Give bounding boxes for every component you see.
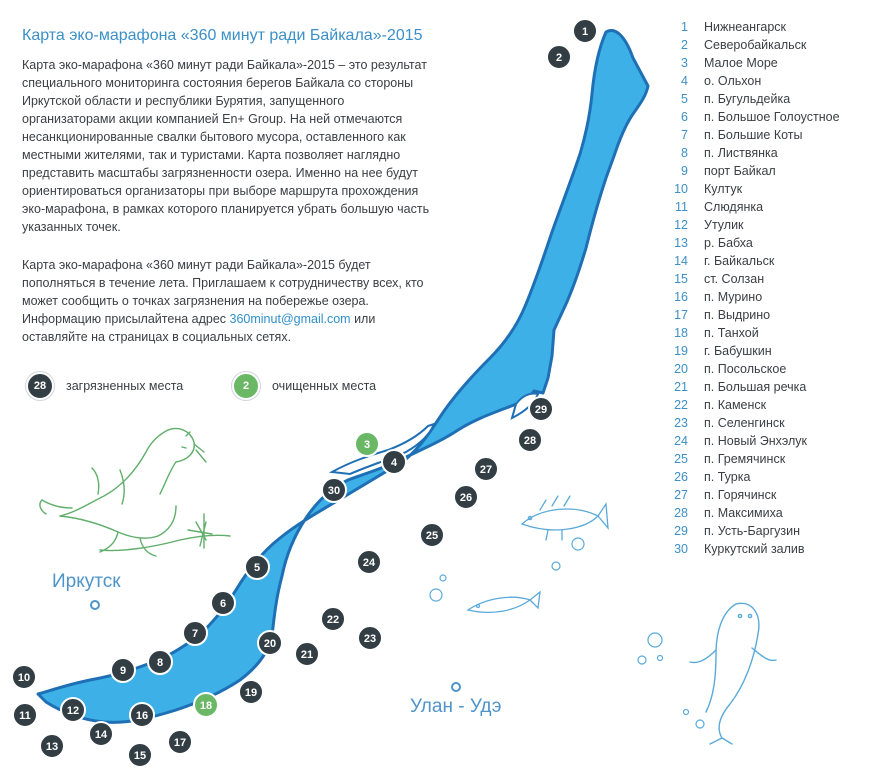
- location-number: 25: [674, 452, 688, 466]
- ulan-ude-label: Улан - Удэ: [410, 696, 502, 717]
- location-list-item: [660, 396, 840, 414]
- location-name: п. Большое Голоустное: [704, 110, 840, 124]
- location-marker-number: 1: [581, 26, 589, 38]
- location-marker-number: 15: [133, 750, 147, 762]
- seal-illustration: [690, 603, 776, 744]
- location-number: 6: [681, 110, 688, 124]
- location-number: 22: [674, 398, 688, 412]
- location-marker-2[interactable]: [547, 45, 571, 69]
- location-marker-number: 8: [156, 657, 164, 669]
- location-marker-10[interactable]: [12, 665, 36, 689]
- location-marker-number: 16: [135, 710, 149, 722]
- irkutsk-marker: [91, 601, 99, 609]
- location-name: г. Бабушкин: [704, 344, 772, 358]
- location-number: 4: [681, 74, 688, 88]
- location-number: 2: [681, 38, 688, 52]
- location-name: п. Новый Энхэлук: [704, 434, 808, 448]
- location-number: 7: [681, 128, 688, 142]
- location-marker-13[interactable]: [40, 734, 64, 758]
- location-marker-5[interactable]: [245, 555, 269, 579]
- location-list-item: [660, 36, 840, 54]
- location-marker-number: 28: [523, 435, 537, 447]
- location-marker-number: 26: [459, 492, 473, 504]
- email-link[interactable]: 360minut@gmail.com: [229, 312, 351, 326]
- location-number: 23: [674, 416, 688, 430]
- location-marker-6[interactable]: [211, 591, 235, 615]
- location-marker-8[interactable]: [148, 650, 172, 674]
- location-marker-29[interactable]: [529, 397, 553, 421]
- location-marker-12[interactable]: [61, 698, 85, 722]
- location-number: 18: [674, 326, 688, 340]
- location-marker-24[interactable]: [357, 550, 381, 574]
- location-list-item: [660, 108, 840, 126]
- location-number: 15: [674, 272, 688, 286]
- location-number: 30: [674, 542, 688, 556]
- legend-cleaned: [232, 372, 376, 400]
- sable-illustration: [40, 429, 230, 557]
- location-marker-number: 2: [555, 52, 563, 64]
- location-marker-11[interactable]: [13, 703, 37, 727]
- location-marker-number: 9: [119, 665, 127, 677]
- location-list-item: [660, 414, 840, 432]
- location-marker-4[interactable]: [382, 450, 406, 474]
- location-name: п. Посольское: [704, 362, 787, 376]
- location-marker-26[interactable]: [454, 485, 478, 509]
- location-name: п. Бугульдейка: [704, 92, 791, 106]
- location-name: Малое Море: [704, 56, 778, 70]
- location-number: 16: [674, 290, 688, 304]
- location-marker-30[interactable]: [322, 478, 346, 502]
- location-name: порт Байкал: [704, 164, 776, 178]
- location-marker-number: 25: [425, 530, 439, 542]
- location-marker-number: 10: [17, 672, 31, 684]
- location-name: п. Мурино: [704, 290, 763, 304]
- location-list-item: [660, 180, 840, 198]
- irkutsk-label: Иркутск: [52, 571, 121, 592]
- location-marker-number: 4: [390, 457, 398, 469]
- location-number: 8: [681, 146, 688, 160]
- location-number: 14: [674, 254, 688, 268]
- location-name: п. Танхой: [704, 326, 759, 340]
- location-marker-18[interactable]: [194, 693, 218, 717]
- perch-illustration: [522, 496, 608, 540]
- location-name: о. Ольхон: [704, 74, 762, 88]
- location-number: 29: [674, 524, 688, 538]
- legend-polluted-label: загрязненных места: [66, 379, 184, 393]
- location-list-item: [660, 522, 840, 540]
- location-marker-number: 22: [326, 614, 340, 626]
- location-marker-23[interactable]: [358, 626, 382, 650]
- location-name: п. Максимиха: [704, 506, 783, 520]
- location-list-item: [660, 72, 840, 90]
- location-number: 19: [674, 344, 688, 358]
- location-marker-7[interactable]: [183, 621, 207, 645]
- ulan-ude-marker: [452, 683, 460, 691]
- legend-polluted: [26, 372, 183, 400]
- location-marker-number: 24: [362, 557, 376, 569]
- location-marker-3[interactable]: [355, 432, 379, 456]
- location-marker-number: 14: [94, 729, 108, 741]
- location-name: ст. Солзан: [704, 272, 765, 286]
- location-marker-15[interactable]: [128, 743, 152, 767]
- location-list-item: [660, 540, 840, 558]
- location-marker-14[interactable]: [89, 722, 113, 746]
- location-list-item: [660, 504, 840, 522]
- location-marker-number: 20: [263, 638, 277, 650]
- location-marker-9[interactable]: [111, 658, 135, 682]
- location-name: Северобайкальск: [704, 38, 807, 52]
- location-list-item: [660, 252, 840, 270]
- location-name: п. Горячинск: [704, 488, 777, 502]
- description-paragraph: Карта эко-марафона «360 минут ради Байкала»-2015 – это результат специального мониторинга состояния берегов Байкала со стороны Иркутской области и республики Бурятия, запущенного организаторами акции компанией En+ Group. На ней отмечаются несанкционированные свалки бытового мусора, оставленного как местными жителями, так и туристами. Карта позволяет наглядно представить масштабы загрязненности озера. Именно на нее будут ориентироваться организаторы при выборе маршрута прохождения эко-марафона, в рамках которого планируется убрать большую часть указанных точек.: [22, 58, 430, 234]
- location-list-item: [660, 90, 840, 108]
- location-list-item: [660, 324, 840, 342]
- location-list-item: [660, 288, 840, 306]
- legend-cleaned-dot: 2: [232, 372, 260, 400]
- location-marker-number: 19: [244, 687, 258, 699]
- location-number: 27: [674, 488, 688, 502]
- location-number: 3: [681, 56, 688, 70]
- location-marker-number: 17: [173, 737, 187, 749]
- contribution-text: Карта эко-марафона «360 минут ради Байкала»-2015 будет пополняться в течение лета. Приглашаем к сотрудничеству всех, кто может сообщить о точках загрязнения на побережье озера. Информацию присылайтена адрес: [22, 258, 424, 326]
- location-list-item: [660, 54, 840, 72]
- location-marker-number: 13: [45, 741, 59, 753]
- omul-illustration: [468, 592, 540, 612]
- location-list-item: [660, 450, 840, 468]
- location-name: Утулик: [704, 218, 744, 232]
- location-number: 26: [674, 470, 688, 484]
- location-marker-25[interactable]: [420, 523, 444, 547]
- location-name: п. Большие Коты: [704, 128, 803, 142]
- location-name: р. Бабха: [704, 236, 753, 250]
- location-marker-number: 7: [191, 628, 199, 640]
- location-number: 13: [674, 236, 688, 250]
- location-name: п. Селенгинск: [704, 416, 785, 430]
- location-marker-number: 29: [534, 404, 548, 416]
- location-marker-number: 27: [479, 464, 493, 476]
- location-list-item: [660, 378, 840, 396]
- location-number: 10: [674, 182, 688, 196]
- map-title: Карта эко-марафона «360 минут ради Байкала»-2015: [22, 27, 423, 44]
- location-marker-number: 3: [363, 439, 371, 451]
- location-list: [660, 18, 840, 558]
- location-number: 24: [674, 434, 688, 448]
- location-list-item: [660, 126, 840, 144]
- location-name: п. Каменск: [704, 398, 767, 412]
- location-marker-number: 18: [199, 700, 213, 712]
- location-marker-20[interactable]: [258, 631, 282, 655]
- location-marker-number: 12: [66, 705, 80, 717]
- location-marker-27[interactable]: [474, 457, 498, 481]
- location-list-item: [660, 198, 840, 216]
- location-number: 17: [674, 308, 688, 322]
- location-number: 11: [675, 200, 688, 214]
- location-number: 5: [681, 92, 688, 106]
- location-marker-21[interactable]: [295, 642, 319, 666]
- location-name: Култук: [704, 182, 743, 196]
- location-name: п. Усть-Баргузин: [704, 524, 801, 538]
- location-marker-28[interactable]: [518, 428, 542, 452]
- location-number: 9: [681, 164, 688, 178]
- location-number: 12: [674, 218, 688, 232]
- location-name: г. Байкальск: [704, 254, 775, 268]
- location-list-item: [660, 18, 840, 36]
- location-marker-17[interactable]: [168, 730, 192, 754]
- location-marker-number: 6: [219, 598, 227, 610]
- contribution-text-end: или оставляйте на страницах в социальных сетях.: [22, 312, 376, 344]
- location-list-item: [660, 270, 840, 288]
- location-marker-1[interactable]: [573, 19, 597, 43]
- location-marker-16[interactable]: [130, 703, 154, 727]
- location-list-item: [660, 144, 840, 162]
- location-number: 1: [681, 20, 688, 34]
- location-list-item: [660, 486, 840, 504]
- location-list-item: [660, 432, 840, 450]
- location-name: Нижнеангарск: [704, 20, 786, 34]
- location-list-item: [660, 162, 840, 180]
- location-marker-22[interactable]: [321, 607, 345, 631]
- location-list-item: [660, 468, 840, 486]
- location-list-item: [660, 342, 840, 360]
- location-marker-number: 21: [300, 649, 314, 661]
- location-marker-number: 11: [19, 710, 31, 722]
- location-name: п. Гремячинск: [704, 452, 786, 466]
- location-marker-number: 23: [363, 633, 377, 645]
- location-number: 21: [674, 380, 688, 394]
- location-name: Куркутский залив: [704, 542, 805, 556]
- location-name: Слюдянка: [704, 200, 764, 214]
- location-list-item: [660, 234, 840, 252]
- location-marker-number: 30: [327, 485, 341, 497]
- location-name: п. Большая речка: [704, 380, 807, 394]
- location-name: п. Турка: [704, 470, 751, 484]
- location-list-item: [660, 216, 840, 234]
- location-list-item: [660, 360, 840, 378]
- location-number: 20: [674, 362, 688, 376]
- legend-cleaned-label: очищенных места: [272, 379, 377, 393]
- location-marker-19[interactable]: [239, 680, 263, 704]
- contribution-paragraph: [22, 256, 432, 346]
- location-number: 28: [674, 506, 688, 520]
- location-marker-number: 5: [253, 562, 261, 574]
- legend-polluted-dot: 28: [26, 372, 54, 400]
- location-list-item: [660, 306, 840, 324]
- location-name: п. Листвянка: [704, 146, 778, 160]
- location-name: п. Выдрино: [704, 308, 771, 322]
